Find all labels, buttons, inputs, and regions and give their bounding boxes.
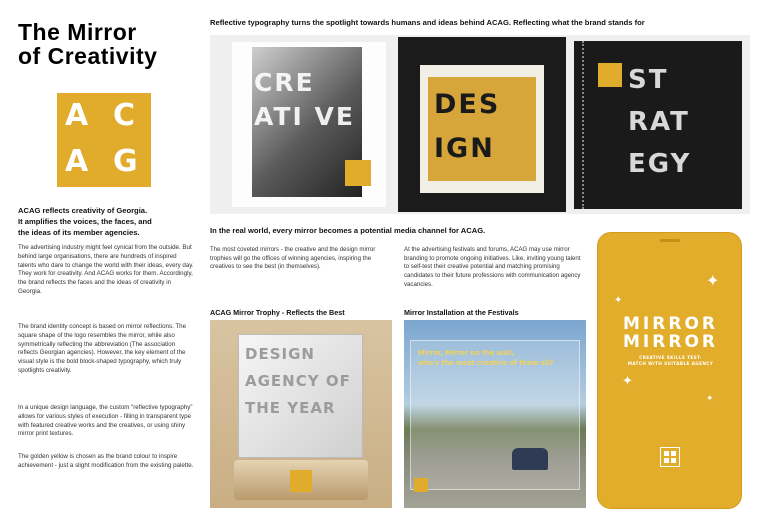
mid-headline: In the real world, every mirror becomes a potential media channel for ACAG. <box>210 226 486 235</box>
mid-column-festivals: At the advertising festivals and forums, ACAG may use mirror branding to promote ongoing initiatives. Like, inviting young talent to self-test their creative potential and matching promising candidates to their future professions with communication agency vacancies. <box>404 246 581 288</box>
sparkle-icon: ✦ <box>622 373 633 388</box>
seated-people <box>512 448 548 470</box>
notebook-typography: ST RAT EGY <box>628 65 692 179</box>
poster-typography: CRE ATI VE <box>254 68 355 131</box>
installation-caption: Mirror Installation at the Festivals <box>404 308 519 317</box>
paragraph-industry: The advertising industry might feel cynical from the outside. But behind large organisations, there are hundreds of inspired talents who dare to change the world with their ideas, every day. They work for creativity. And ACAG works for them. Accordingly, the brand reflects the faces and the ideas of creativity in Georgia. <box>18 244 194 295</box>
trophy-caption: ACAG Mirror Trophy - Reflects the Best <box>210 308 345 317</box>
installation-photo <box>404 320 586 508</box>
phone-mockup <box>597 232 742 509</box>
trophy-mirror <box>238 334 363 458</box>
sparkle-icon: ✦ <box>706 393 714 403</box>
sparkle-icon: ✦ <box>706 273 720 290</box>
phone-logo <box>660 447 680 467</box>
trophy-photo <box>210 320 392 508</box>
tote-typography: DES IGN <box>428 77 536 181</box>
top-headline: Reflective typography turns the spotlight towards humans and ideas behind ACAG. Reflecting what the brand stands for <box>210 18 645 27</box>
sparkle-icon: ✦ <box>614 295 623 306</box>
notebook-photo <box>574 41 742 209</box>
trophy-wood-base <box>234 460 368 500</box>
trophy-logo <box>290 470 312 492</box>
acag-logo: A C A G <box>57 93 151 187</box>
phone-tagline: CREATIVE SKILLS TEST- MATCH WITH SUITABLE AGENCY <box>627 355 714 366</box>
mid-column-trophies: The most coveted mirrors - the creative and the design mirror trophies will go the offices of winning agencies, inspiring the creatives to see the best (in themselves). <box>210 246 376 271</box>
poster-logo <box>345 160 371 186</box>
paragraph-colour: The golden yellow is chosen as the brand colour to inspire achievement - just a slight modification from the existing palette. <box>18 453 194 469</box>
gallery-strip <box>210 35 750 214</box>
notebook-logo <box>598 63 622 87</box>
paragraph-concept: The brand identity concept is based on mirror reflections. The square shape of the logo resembles the mirror, while also symmetrically reflecting the abbreviation (The association reflects Georgian agencies). However, the key element of the visual style is the bold block-shaped typography, which truly spotlights creativity. <box>18 323 187 374</box>
installation-sign: Mirror, Mirror on the wall, who's the most creative of them all? <box>418 349 554 367</box>
poster-photo <box>232 42 386 207</box>
phone-speaker <box>660 239 680 242</box>
installation-logo <box>414 478 428 492</box>
intro-text: ACAG reflects creativity of Georgia. It amplifies the voices, the faces, and the ideas of its member agencies. <box>18 206 152 237</box>
phone-title: MIRROR MIRROR <box>623 314 718 352</box>
notebook-spiral <box>582 41 586 209</box>
paragraph-typography: In a unique design language, the custom “reflective typography” allows for various styles of execution - filling in transparent type with featured creative works and the creatives, or using shiny mirror print textures. <box>18 404 193 438</box>
trophy-typography: DESIGN AGENCY OF THE YEAR <box>245 345 351 417</box>
page-title: The Mirror of Creativity <box>18 19 158 69</box>
tote-bag-photo <box>398 37 566 212</box>
